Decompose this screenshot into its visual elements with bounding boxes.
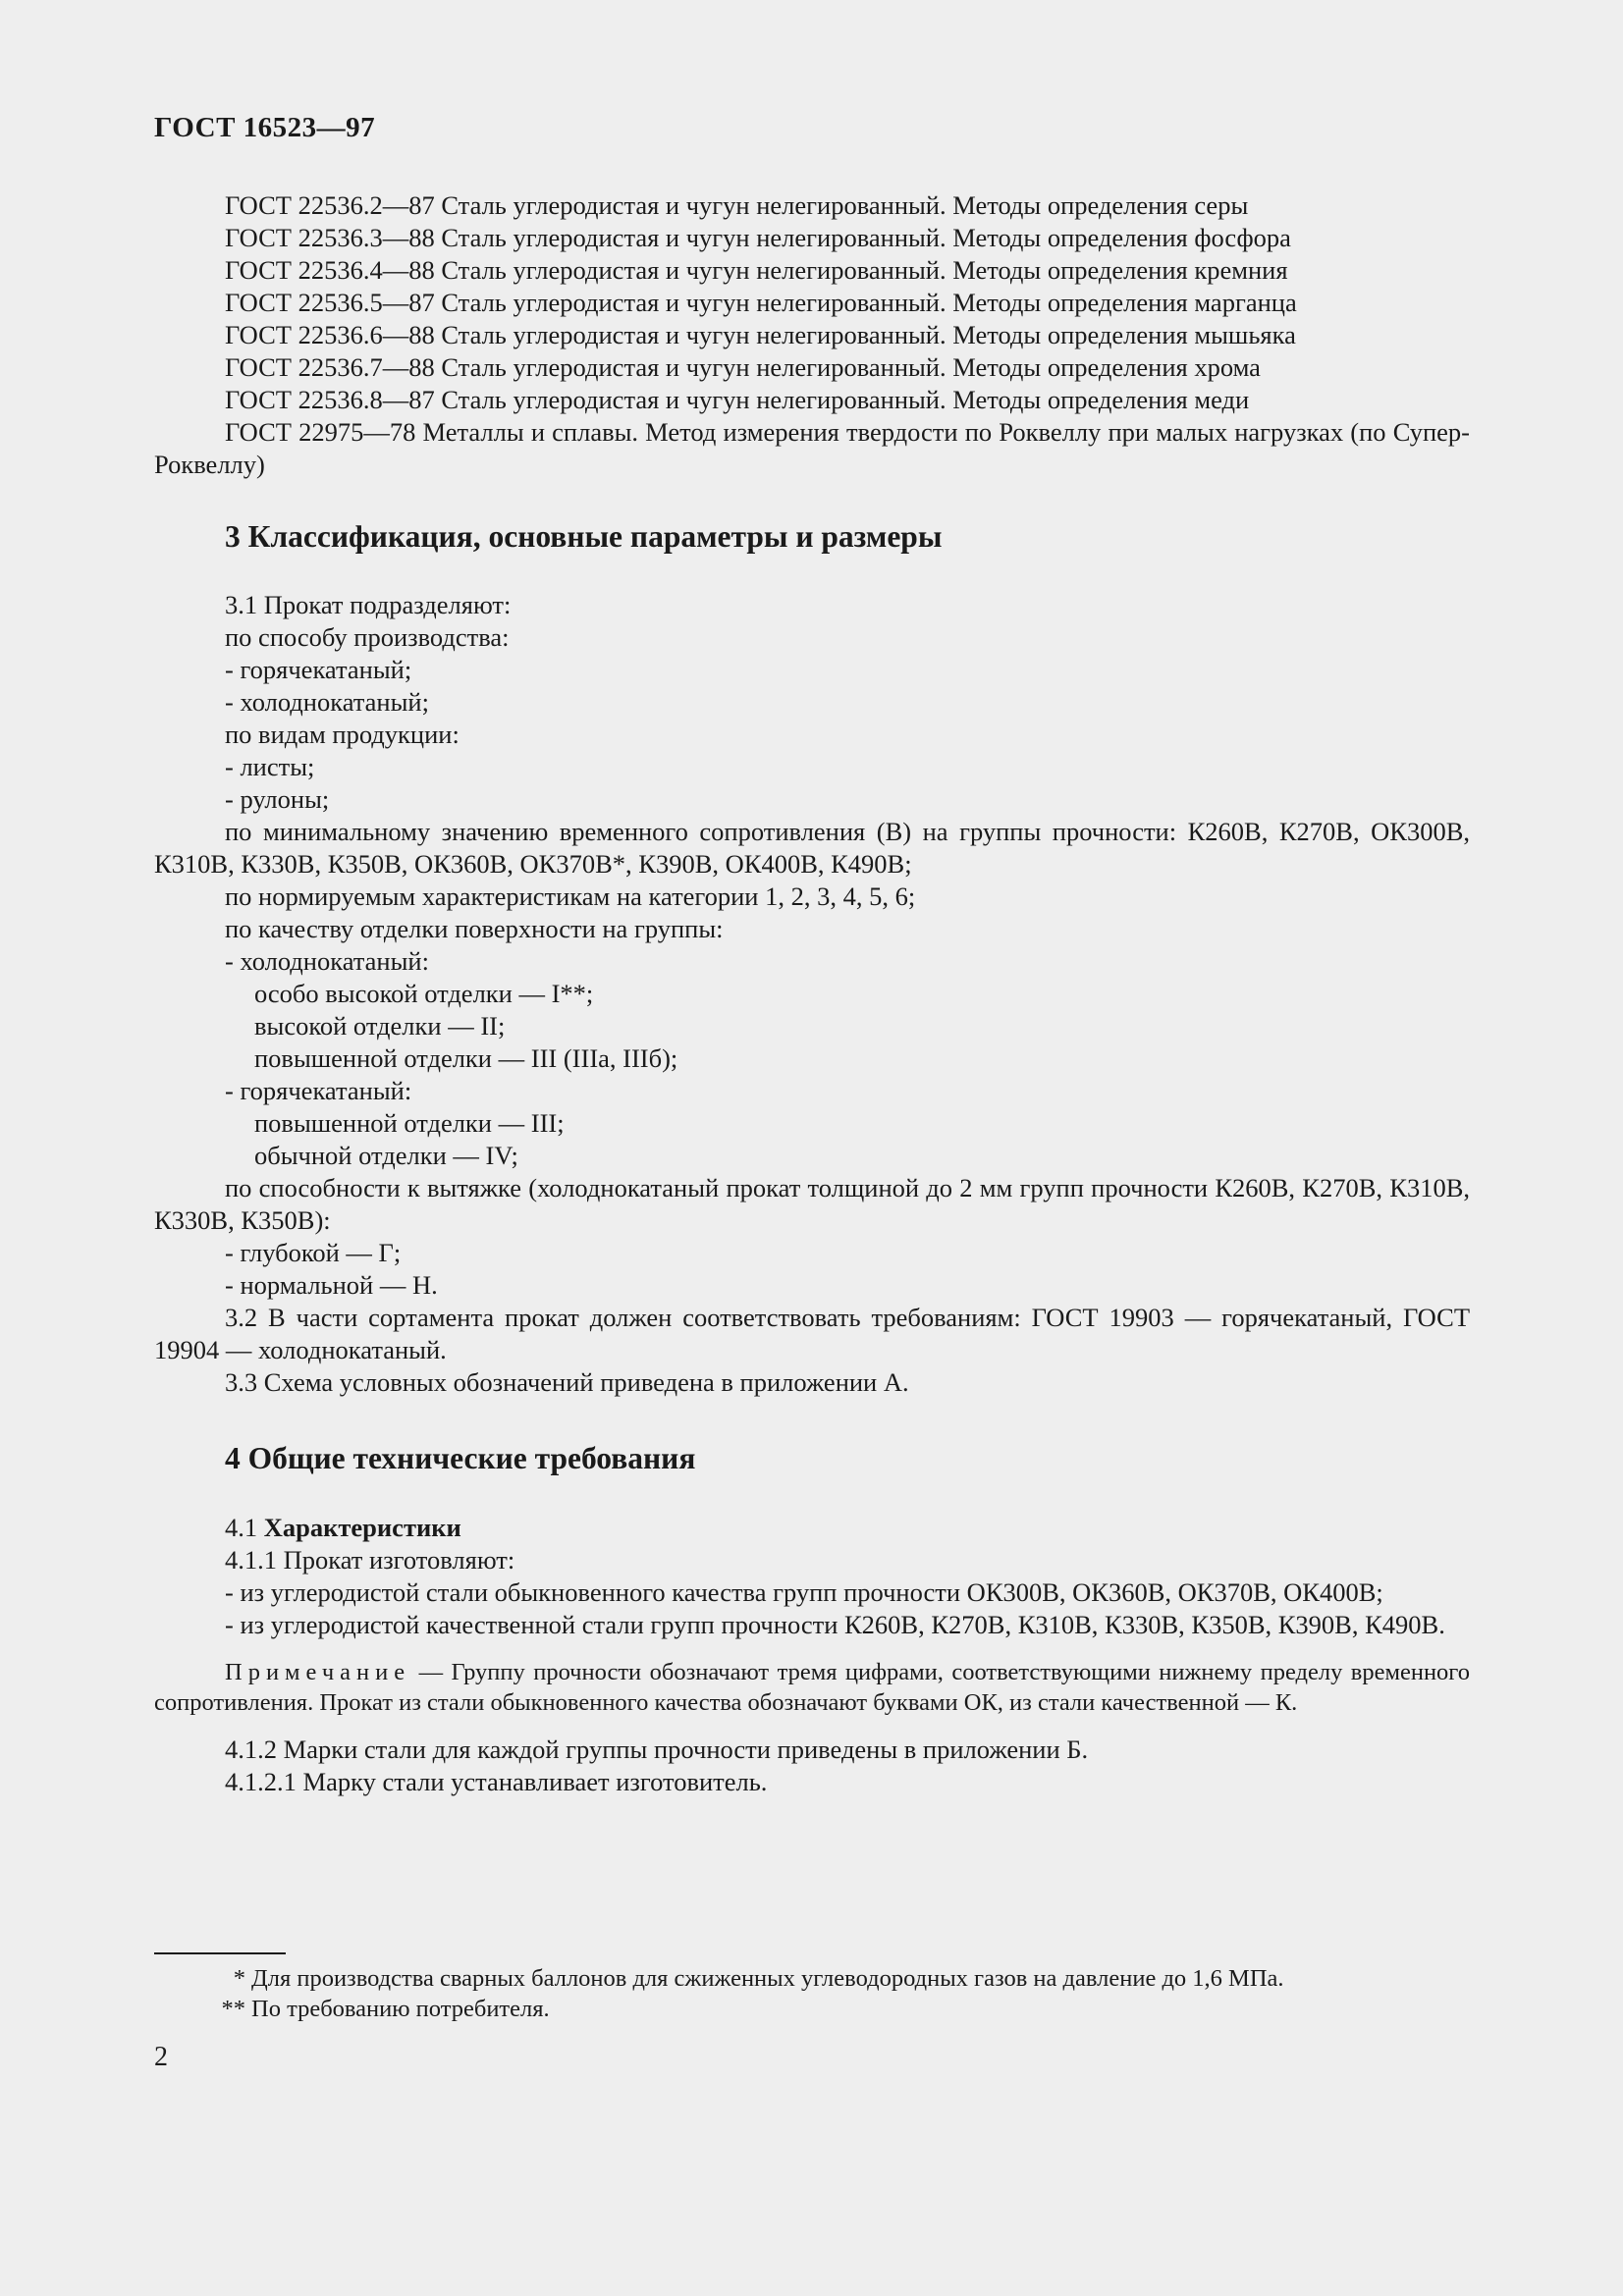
clause-3-1: 3.1 Прокат подразделяют: [225, 590, 512, 619]
clause-4-1-1: 4.1.1 Прокат изготовляют: [225, 1545, 515, 1575]
list-item: - листы; [225, 752, 315, 781]
reference-line: ГОСТ 22536.3—88 Сталь углеродистая и чугун нелегированный. Методы определения фосфора [225, 223, 1291, 252]
section-4-body [154, 1512, 1470, 1798]
list-item: - горячекатаный: [225, 1076, 412, 1105]
classification-criterion: по способу производства: [225, 622, 510, 652]
clause-number: 4.1 [225, 1513, 258, 1542]
normative-references [154, 189, 1470, 481]
list-item: - из углеродистой стали обыкновенного качества групп прочности ОК300В, ОК360В, ОК370В, ОК400В; [225, 1577, 1383, 1607]
section-4-title: 4 Общие технические требования [225, 1441, 696, 1475]
clause-3-2: 3.2 В части сортамента прокат должен соответствовать требованиям: ГОСТ 19903 — горячекатаный, ГОСТ 19904 — холоднокатаный. [154, 1303, 1470, 1364]
clause-title: Характеристики [263, 1513, 461, 1542]
reference-line: ГОСТ 22536.8—87 Сталь углеродистая и чугун нелегированный. Методы определения меди [225, 385, 1250, 414]
footnote-divider [154, 1952, 286, 1954]
note [154, 1657, 1470, 1718]
footnotes [196, 1963, 1284, 2024]
footnote [196, 1994, 1284, 2024]
footnote [196, 1963, 1284, 1994]
classification-criterion: по видам продукции: [225, 720, 460, 749]
footnote-text: Для производства сварных баллонов для сжиженных углеводородных газов на давление до 1,6 МПа. [251, 1965, 1284, 1992]
footnote-mark: ** [221, 1996, 245, 2022]
sub-list-item: повышенной отделки — III; [254, 1108, 565, 1138]
sub-list-item: высокой отделки — II; [254, 1011, 506, 1041]
clause-4-1 [154, 1512, 1470, 1544]
page-number: 2 [154, 2042, 168, 2072]
clause-4-1-2-1: 4.1.2.1 Марку стали устанавливает изготовитель. [225, 1767, 768, 1796]
list-item: - рулоны; [225, 784, 330, 814]
list-item: - холоднокатаный; [225, 687, 429, 717]
reference-line: ГОСТ 22975—78 Металлы и сплавы. Метод измерения твердости по Роквеллу при малых нагрузках (по Супер-Роквеллу) [154, 417, 1470, 479]
note-text: — Группу прочности обозначают тремя цифрами, соответствующими нижнему пределу временного сопротивления. Прокат из стали обыкновенного качества обозначают буквами ОК, из стали качественной — К. [154, 1659, 1470, 1716]
reference-line: ГОСТ 22536.5—87 Сталь углеродистая и чугун нелегированный. Методы определения марганца [225, 288, 1297, 317]
page-header: ГОСТ 16523—97 [154, 112, 376, 143]
section-3-title: 3 Классификация, основные параметры и размеры [225, 519, 943, 554]
reference-line: ГОСТ 22536.7—88 Сталь углеродистая и чугун нелегированный. Методы определения хрома [225, 352, 1261, 382]
reference-line: ГОСТ 22536.6—88 Сталь углеродистая и чугун нелегированный. Методы определения мышьяка [225, 320, 1296, 349]
list-item: - из углеродистой качественной стали групп прочности К260В, К270В, К310В, К330В, К350В, К390В, К490В. [225, 1610, 1445, 1639]
footnote-text: По требованию потребителя. [251, 1996, 550, 2022]
sub-list-item: обычной отделки — IV; [254, 1141, 518, 1170]
footnote-mark: * [233, 1965, 245, 1992]
sub-list-item: повышенной отделки — III (IIIа, IIIб); [254, 1043, 678, 1073]
section-3-body [154, 589, 1470, 1399]
classification-criterion: по качеству отделки поверхности на группы: [225, 914, 724, 943]
clause-4-1-2: 4.1.2 Марки стали для каждой группы прочности приведены в приложении Б. [225, 1735, 1089, 1764]
reference-line: ГОСТ 22536.2—87 Сталь углеродистая и чугун нелегированный. Методы определения серы [225, 190, 1249, 220]
note-label: Примечание [225, 1659, 411, 1685]
list-item: - холоднокатаный: [225, 946, 429, 976]
clause-3-3: 3.3 Схема условных обозначений приведена в приложении А. [225, 1367, 909, 1397]
list-item: - горячекатаный; [225, 655, 412, 684]
reference-line: ГОСТ 22536.4—88 Сталь углеродистая и чугун нелегированный. Методы определения кремния [225, 255, 1288, 285]
classification-criterion: по минимальному значению временного сопротивления (В) на группы прочности: К260В, К270В, ОК300В, К310В, К330В, К350В, ОК360В, ОК370В*, К390В, ОК400В, К490В; [154, 817, 1470, 879]
sub-list-item: особо высокой отделки — I**; [254, 979, 594, 1008]
list-item: - глубокой — Г; [225, 1238, 402, 1267]
page-content [154, 189, 1470, 1798]
classification-criterion: по нормируемым характеристикам на категории 1, 2, 3, 4, 5, 6; [225, 881, 916, 911]
list-item: - нормальной — Н. [225, 1270, 438, 1300]
classification-criterion: по способности к вытяжке (холоднокатаный прокат толщиной до 2 мм групп прочности К260В, К270В, К310В, К330В, К350В): [154, 1173, 1470, 1235]
